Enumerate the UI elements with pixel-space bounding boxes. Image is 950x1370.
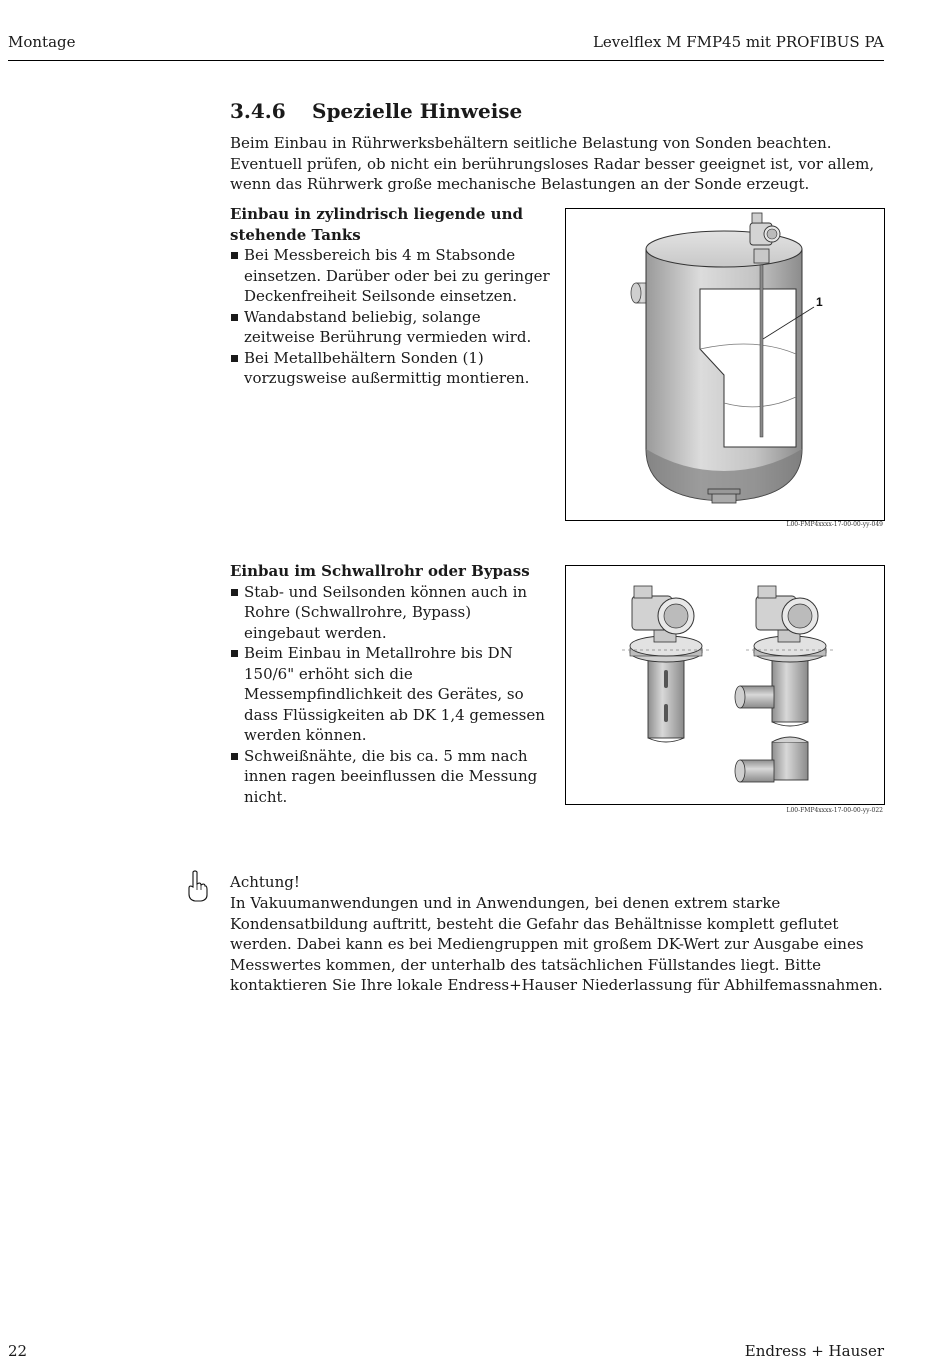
intro-paragraph: Beim Einbau in Rührwerksbehältern seitliche Belastung von Sonden beachten. Eventuell prüfen, ob nicht ein berührungsloses Radar besser geeignet ist, vor allem, wenn das Rührwerk große mechanische Belastungen an der Sonde erzeugt. (230, 134, 875, 193)
list-item: Schweißnähte, die bis ca. 5 mm nach innen ragen beeinflussen die Messung nicht. (230, 746, 550, 808)
list-item: Bei Metallbehältern Sonden (1) vorzugsweise außermittig montieren. (230, 348, 550, 389)
section-number: 3.4.6 (230, 99, 286, 123)
bypass-heading: Einbau im Schwallrohr oder Bypass (230, 562, 530, 580)
pointing-hand-icon (186, 870, 208, 902)
footer-brand: Endress + Hauser (744, 1342, 884, 1360)
tanks-section (230, 204, 550, 389)
figure-label-1: 1 (816, 295, 823, 309)
vertical-tank-illustration (566, 209, 884, 520)
section-title: Spezielle Hinweise (312, 99, 523, 123)
warning-title: Achtung! (230, 873, 300, 891)
list-item: Wandabstand beliebig, solange zeitweise Berührung vermieden wird. (230, 307, 550, 348)
running-header-product: Levelflex M FMP45 mit PROFIBUS PA (592, 33, 884, 51)
stillwell-drawing (622, 586, 710, 742)
header-rule (8, 60, 884, 61)
figure-caption: L00-FMP4xxxx-17-00-00-yy-049 (786, 521, 883, 528)
bypass-bullet-list (230, 582, 550, 808)
running-header-section: Montage (8, 33, 76, 51)
tank-figure (565, 208, 885, 521)
list-item: Bei Messbereich bis 4 m Stabsonde einsetzen. Darüber oder bei zu geringer Deckenfreiheit Seilsonde einsetzen. (230, 245, 550, 307)
tanks-heading: Einbau in zylindrisch liegende und stehende Tanks (230, 205, 523, 244)
figure-caption: L00-FMP4xxxx-17-00-00-yy-022 (786, 807, 883, 814)
list-item: Stab- und Seilsonden können auch in Rohre (Schwallrohre, Bypass) eingebaut werden. (230, 582, 550, 644)
bypass-section (230, 561, 550, 807)
page-number: 22 (8, 1342, 28, 1360)
tanks-bullet-list (230, 245, 550, 389)
list-item: Beim Einbau in Metallrohre bis DN 150/6" erhöht sich die Messempfindlichkeit des Gerätes, so dass Flüssigkeiten ab DK 1,4 gemessen werden können. (230, 643, 550, 746)
stillwell-bypass-illustration (566, 566, 884, 804)
bypass-drawing (735, 586, 834, 782)
bypass-figure (565, 565, 885, 805)
warning-text: In Vakuumanwendungen und in Anwendungen, bei denen extrem starke Kondensatbildung auftritt, besteht die Gefahr das Behältnisse komplett geflutet werden. Dabei kann es bei Mediengruppen mit großem DK-Wert zur Ausgabe eines Messwertes kommen, der unterhalb des tatsächlichen Füllstandes liegt. Bitte kontaktieren Sie Ihre lokale Endress+Hauser Niederlassung für Abhilfemassnahmen. (230, 894, 883, 994)
